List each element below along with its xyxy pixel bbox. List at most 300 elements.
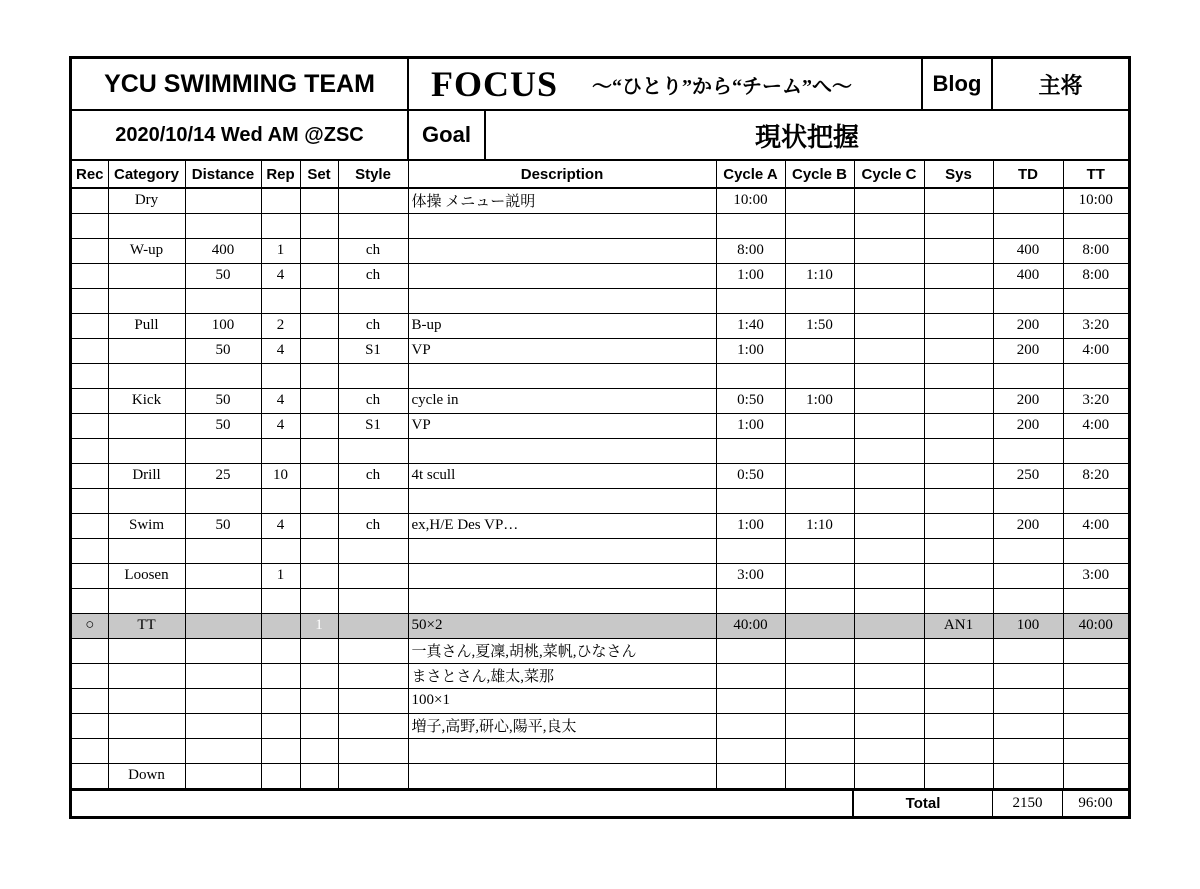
cell-style <box>338 288 408 313</box>
cell-cycle-b <box>785 213 854 238</box>
cell-sys <box>924 663 993 688</box>
cell-cycle-c <box>854 413 924 438</box>
cell-cycle-b: 1:50 <box>785 313 854 338</box>
cell-td <box>993 563 1063 588</box>
cell-description <box>408 213 716 238</box>
team-name: YCU SWIMMING TEAM <box>72 59 409 109</box>
cell-style: ch <box>338 513 408 538</box>
focus-text: ～“ひとり”から“チーム”へ～ <box>592 75 853 98</box>
cell-rep <box>261 188 300 213</box>
totals-spacer <box>72 791 854 816</box>
cell-category <box>108 638 185 663</box>
cell-sys <box>924 288 993 313</box>
cell-distance <box>185 588 261 613</box>
cell-rec <box>72 213 108 238</box>
cell-description: ex,H/E Des VP… <box>408 513 716 538</box>
cell-category <box>108 488 185 513</box>
cell-description <box>408 263 716 288</box>
cell-style <box>338 663 408 688</box>
cell-category: Swim <box>108 513 185 538</box>
column-header-tt: TT <box>1063 161 1128 188</box>
cell-cycle-a: 8:00 <box>716 238 785 263</box>
cell-cycle-a <box>716 738 785 763</box>
cell-category <box>108 663 185 688</box>
cell-set <box>300 713 338 738</box>
cell-description <box>408 738 716 763</box>
cell-style <box>338 588 408 613</box>
cell-sys <box>924 638 993 663</box>
cell-cycle-c <box>854 488 924 513</box>
cell-sys <box>924 538 993 563</box>
cell-distance: 100 <box>185 313 261 338</box>
cell-distance <box>185 488 261 513</box>
cell-cycle-a: 1:00 <box>716 513 785 538</box>
goal-value: 現状把握 <box>754 122 859 152</box>
cell-style: ch <box>338 238 408 263</box>
cell-cycle-c <box>854 313 924 338</box>
table-row <box>72 238 1128 263</box>
cell-tt: 10:00 <box>1063 188 1128 213</box>
column-header-row <box>72 161 1128 188</box>
cell-set <box>300 263 338 288</box>
cell-style: S1 <box>338 338 408 363</box>
cell-description: 体操 メニュー説明 <box>408 188 716 213</box>
cell-category <box>108 688 185 713</box>
cell-distance <box>185 663 261 688</box>
cell-distance <box>185 288 261 313</box>
cell-cycle-a: 1:00 <box>716 413 785 438</box>
cell-rec <box>72 338 108 363</box>
cell-description: 4t scull <box>408 463 716 488</box>
cell-description <box>408 538 716 563</box>
cell-td: 200 <box>993 338 1063 363</box>
cell-category <box>108 713 185 738</box>
practice-menu-sheet <box>69 56 1131 819</box>
cell-category <box>108 538 185 563</box>
cell-cycle-b <box>785 663 854 688</box>
cell-rep: 10 <box>261 463 300 488</box>
cell-rep: 2 <box>261 313 300 338</box>
cell-rep <box>261 663 300 688</box>
cell-distance <box>185 538 261 563</box>
cell-style: ch <box>338 313 408 338</box>
cell-td <box>993 588 1063 613</box>
cell-cycle-a: 40:00 <box>716 613 785 638</box>
focus-label: FOCUS <box>431 64 559 104</box>
cell-style <box>338 488 408 513</box>
cell-style: S1 <box>338 413 408 438</box>
cell-cycle-c <box>854 738 924 763</box>
cell-td <box>993 438 1063 463</box>
cell-rec <box>72 563 108 588</box>
table-row <box>72 488 1128 513</box>
goal-label: Goal <box>409 111 486 159</box>
cell-rec <box>72 663 108 688</box>
table-row <box>72 288 1128 313</box>
cell-rep <box>261 763 300 788</box>
cell-cycle-a: 1:00 <box>716 338 785 363</box>
cell-tt: 3:00 <box>1063 563 1128 588</box>
cell-distance <box>185 713 261 738</box>
cell-sys: AN1 <box>924 613 993 638</box>
cell-cycle-b <box>785 438 854 463</box>
cell-cycle-a <box>716 763 785 788</box>
cell-td <box>993 188 1063 213</box>
cell-cycle-b <box>785 363 854 388</box>
table-row <box>72 188 1128 213</box>
cell-td <box>993 638 1063 663</box>
cell-rep <box>261 438 300 463</box>
cell-cycle-c <box>854 563 924 588</box>
cell-cycle-b <box>785 488 854 513</box>
cell-rep: 4 <box>261 388 300 413</box>
table-row <box>72 513 1128 538</box>
table-row <box>72 738 1128 763</box>
cell-category: Drill <box>108 463 185 488</box>
column-header-td: TD <box>993 161 1063 188</box>
cell-sys <box>924 563 993 588</box>
total-distance: 2150 <box>993 791 1063 816</box>
cell-tt <box>1063 688 1128 713</box>
cell-cycle-c <box>854 713 924 738</box>
cell-rep <box>261 488 300 513</box>
cell-set <box>300 313 338 338</box>
cell-distance <box>185 638 261 663</box>
cell-set <box>300 213 338 238</box>
cell-style <box>338 688 408 713</box>
blog-label: Blog <box>923 59 993 109</box>
cell-cycle-b <box>785 613 854 638</box>
blog-value: 主将 <box>1038 72 1083 98</box>
cell-cycle-b <box>785 563 854 588</box>
cell-cycle-b <box>785 463 854 488</box>
cell-cycle-c <box>854 363 924 388</box>
cell-td <box>993 738 1063 763</box>
cell-rec <box>72 488 108 513</box>
column-header-description: Description <box>408 161 716 188</box>
column-header-rep: Rep <box>261 161 300 188</box>
cell-cycle-c <box>854 638 924 663</box>
cell-sys <box>924 263 993 288</box>
table-row <box>72 313 1128 338</box>
cell-category <box>108 438 185 463</box>
cell-rec <box>72 288 108 313</box>
cell-rec <box>72 363 108 388</box>
cell-td: 100 <box>993 613 1063 638</box>
cell-cycle-c <box>854 613 924 638</box>
table-row <box>72 463 1128 488</box>
cell-rec <box>72 538 108 563</box>
cell-rep: 4 <box>261 413 300 438</box>
cell-cycle-b: 1:10 <box>785 513 854 538</box>
cell-description <box>408 488 716 513</box>
cell-rec <box>72 188 108 213</box>
cell-category <box>108 588 185 613</box>
cell-sys <box>924 213 993 238</box>
cell-set <box>300 413 338 438</box>
cell-rec <box>72 713 108 738</box>
cell-tt <box>1063 713 1128 738</box>
cell-sys <box>924 338 993 363</box>
cell-rep <box>261 288 300 313</box>
table-row <box>72 363 1128 388</box>
cell-cycle-b <box>785 713 854 738</box>
cell-rec <box>72 388 108 413</box>
cell-rec <box>72 263 108 288</box>
cell-distance <box>185 613 261 638</box>
cell-cycle-a <box>716 688 785 713</box>
column-header-category: Category <box>108 161 185 188</box>
cell-distance <box>185 738 261 763</box>
cell-tt <box>1063 363 1128 388</box>
cell-tt <box>1063 538 1128 563</box>
cell-category <box>108 738 185 763</box>
cell-set <box>300 488 338 513</box>
cell-td: 200 <box>993 513 1063 538</box>
column-header-rec: Rec <box>72 161 108 188</box>
cell-distance <box>185 763 261 788</box>
cell-td <box>993 213 1063 238</box>
table-row <box>72 638 1128 663</box>
cell-distance: 50 <box>185 338 261 363</box>
cell-rep <box>261 738 300 763</box>
cell-cycle-c <box>854 238 924 263</box>
cell-set <box>300 438 338 463</box>
cell-rep: 1 <box>261 563 300 588</box>
cell-cycle-c <box>854 588 924 613</box>
cell-tt: 8:00 <box>1063 263 1128 288</box>
cell-cycle-a <box>716 713 785 738</box>
table-row <box>72 713 1128 738</box>
cell-set <box>300 238 338 263</box>
cell-category <box>108 413 185 438</box>
cell-style <box>338 638 408 663</box>
cell-cycle-a: 3:00 <box>716 563 785 588</box>
table-row <box>72 688 1128 713</box>
cell-cycle-b <box>785 538 854 563</box>
cell-description: cycle in <box>408 388 716 413</box>
cell-cycle-c <box>854 663 924 688</box>
table-row <box>72 613 1128 638</box>
cell-td <box>993 763 1063 788</box>
cell-set <box>300 688 338 713</box>
cell-tt: 40:00 <box>1063 613 1128 638</box>
cell-cycle-a <box>716 438 785 463</box>
cell-tt <box>1063 638 1128 663</box>
cell-td: 250 <box>993 463 1063 488</box>
cell-distance <box>185 438 261 463</box>
cell-cycle-c <box>854 538 924 563</box>
cell-description: 一真さん,夏凜,胡桃,菜帆,ひなさん <box>408 638 716 663</box>
cell-rec <box>72 588 108 613</box>
cell-cycle-a: 0:50 <box>716 388 785 413</box>
cell-rec <box>72 238 108 263</box>
cell-rep <box>261 213 300 238</box>
cell-td <box>993 713 1063 738</box>
cell-cycle-a <box>716 638 785 663</box>
cell-tt <box>1063 588 1128 613</box>
cell-distance: 50 <box>185 413 261 438</box>
cell-category <box>108 338 185 363</box>
cell-category <box>108 263 185 288</box>
cell-distance <box>185 363 261 388</box>
cell-tt: 4:00 <box>1063 513 1128 538</box>
cell-sys <box>924 488 993 513</box>
cell-style <box>338 538 408 563</box>
table-row <box>72 588 1128 613</box>
cell-category: TT <box>108 613 185 638</box>
cell-set <box>300 513 338 538</box>
cell-sys <box>924 713 993 738</box>
cell-cycle-a <box>716 288 785 313</box>
table-row <box>72 663 1128 688</box>
cell-tt <box>1063 288 1128 313</box>
cell-cycle-a <box>716 663 785 688</box>
cell-distance: 25 <box>185 463 261 488</box>
cell-description <box>408 563 716 588</box>
cell-rec <box>72 413 108 438</box>
cell-cycle-b: 1:10 <box>785 263 854 288</box>
table-row <box>72 263 1128 288</box>
cell-set <box>300 663 338 688</box>
totals-label: Total <box>854 791 993 816</box>
cell-td: 400 <box>993 263 1063 288</box>
cell-description <box>408 238 716 263</box>
cell-distance: 50 <box>185 513 261 538</box>
column-header-cycle-c: Cycle C <box>854 161 924 188</box>
cell-style <box>338 438 408 463</box>
cell-style <box>338 188 408 213</box>
cell-distance: 50 <box>185 263 261 288</box>
cell-rep <box>261 538 300 563</box>
cell-cycle-c <box>854 438 924 463</box>
cell-sys <box>924 363 993 388</box>
cell-set <box>300 388 338 413</box>
cell-description: 50×2 <box>408 613 716 638</box>
cell-description <box>408 363 716 388</box>
table-row <box>72 763 1128 788</box>
cell-set <box>300 363 338 388</box>
cell-rec <box>72 638 108 663</box>
cell-cycle-b <box>785 288 854 313</box>
cell-style: ch <box>338 263 408 288</box>
cell-td: 200 <box>993 388 1063 413</box>
cell-sys <box>924 413 993 438</box>
cell-cycle-a <box>716 363 785 388</box>
cell-cycle-b <box>785 338 854 363</box>
cell-sys <box>924 438 993 463</box>
cell-description: 増子,高野,研心,陽平,良太 <box>408 713 716 738</box>
cell-sys <box>924 313 993 338</box>
cell-cycle-c <box>854 688 924 713</box>
cell-style <box>338 213 408 238</box>
cell-cycle-b <box>785 688 854 713</box>
cell-set <box>300 188 338 213</box>
cell-rep <box>261 713 300 738</box>
cell-rec: ○ <box>72 613 108 638</box>
cell-tt: 3:20 <box>1063 388 1128 413</box>
cell-tt <box>1063 213 1128 238</box>
cell-set <box>300 563 338 588</box>
cell-cycle-a: 1:40 <box>716 313 785 338</box>
cell-sys <box>924 688 993 713</box>
cell-distance <box>185 688 261 713</box>
cell-set <box>300 288 338 313</box>
column-header-cycle-b: Cycle B <box>785 161 854 188</box>
cell-cycle-b <box>785 413 854 438</box>
cell-cycle-b <box>785 588 854 613</box>
table-row <box>72 563 1128 588</box>
cell-cycle-a: 1:00 <box>716 263 785 288</box>
cell-sys <box>924 763 993 788</box>
cell-rep <box>261 588 300 613</box>
date-place: 2020/10/14 Wed AM @ZSC <box>72 111 409 159</box>
cell-cycle-b: 1:00 <box>785 388 854 413</box>
cell-style <box>338 363 408 388</box>
cell-cycle-a <box>716 213 785 238</box>
cell-tt: 4:00 <box>1063 338 1128 363</box>
cell-tt <box>1063 763 1128 788</box>
cell-set <box>300 763 338 788</box>
cell-cycle-c <box>854 188 924 213</box>
cell-set <box>300 463 338 488</box>
total-time: 96:00 <box>1078 794 1113 811</box>
cell-cycle-c <box>854 213 924 238</box>
cell-set <box>300 638 338 663</box>
cell-td <box>993 363 1063 388</box>
column-header-distance: Distance <box>185 161 261 188</box>
cell-description <box>408 438 716 463</box>
cell-cycle-a: 0:50 <box>716 463 785 488</box>
table-row <box>72 413 1128 438</box>
cell-cycle-c <box>854 463 924 488</box>
cell-distance <box>185 563 261 588</box>
cell-style <box>338 738 408 763</box>
cell-rec <box>72 438 108 463</box>
cell-cycle-b <box>785 738 854 763</box>
cell-cycle-c <box>854 763 924 788</box>
cell-cycle-a <box>716 538 785 563</box>
cell-td <box>993 538 1063 563</box>
cell-tt <box>1063 488 1128 513</box>
cell-cycle-c <box>854 338 924 363</box>
table-row <box>72 338 1128 363</box>
cell-rep <box>261 613 300 638</box>
cell-distance <box>185 188 261 213</box>
cell-distance: 400 <box>185 238 261 263</box>
cell-tt: 8:20 <box>1063 463 1128 488</box>
cell-category: Kick <box>108 388 185 413</box>
cell-style <box>338 563 408 588</box>
cell-description: まさとさん,雄太,菜那 <box>408 663 716 688</box>
cell-category: W-up <box>108 238 185 263</box>
cell-cycle-a <box>716 488 785 513</box>
cell-cycle-c <box>854 513 924 538</box>
cell-style <box>338 713 408 738</box>
cell-category <box>108 363 185 388</box>
cell-distance: 50 <box>185 388 261 413</box>
cell-description: VP <box>408 338 716 363</box>
cell-td <box>993 288 1063 313</box>
cell-description: VP <box>408 413 716 438</box>
cell-tt: 3:20 <box>1063 313 1128 338</box>
cell-cycle-b <box>785 188 854 213</box>
cell-set <box>300 538 338 563</box>
cell-cycle-c <box>854 263 924 288</box>
cell-rep: 1 <box>261 238 300 263</box>
cell-category: Loosen <box>108 563 185 588</box>
column-header-cycle-a: Cycle A <box>716 161 785 188</box>
